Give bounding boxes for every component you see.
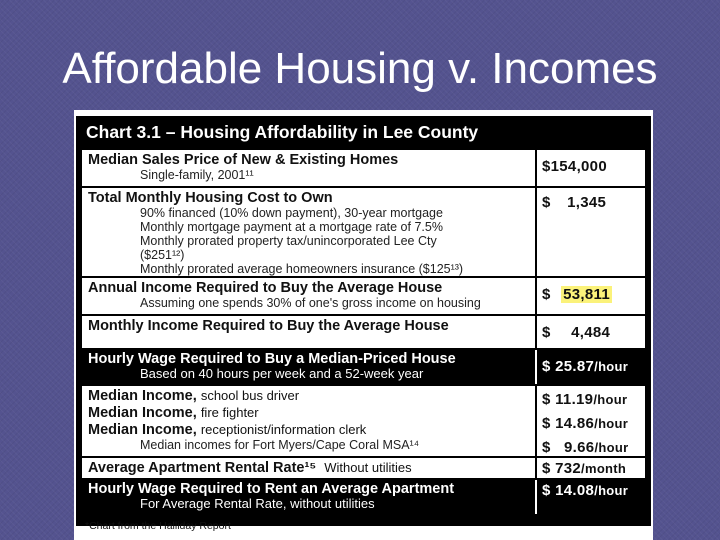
row-detail-line: Monthly prorated property tax/unincorporated Lee Cty bbox=[140, 234, 437, 248]
row-value: $ 11.19/hour bbox=[542, 391, 628, 408]
occupation-label: fire fighter bbox=[200, 405, 259, 420]
row-monthly-income bbox=[82, 316, 645, 348]
row-median-incomes bbox=[82, 386, 645, 456]
row-detail-line: Monthly prorated average homeowners insurance ($125¹³) bbox=[140, 262, 464, 276]
row-subtext: Based on 40 hours per week and a 52-week year bbox=[140, 366, 424, 381]
row-subtext: Single-family, 2001¹¹ bbox=[140, 168, 254, 182]
value-unit: /hour bbox=[594, 359, 629, 374]
row-heading: Annual Income Required to Buy the Average House bbox=[88, 280, 443, 296]
occupation-label: school bus driver bbox=[200, 388, 300, 403]
row-heading: Hourly Wage Required to Buy a Median-Priced House bbox=[88, 351, 456, 367]
highlighted-value: 53,811 bbox=[563, 286, 610, 303]
slide-title: Affordable Housing v. Incomes bbox=[62, 44, 658, 93]
chart-image bbox=[74, 110, 653, 540]
row-value bbox=[542, 358, 645, 375]
row-value: $ 732/month bbox=[542, 460, 627, 477]
row-rental-rate bbox=[82, 458, 645, 478]
value-amount: 4,484 bbox=[571, 324, 611, 341]
row-value: $ 14.08/hour bbox=[542, 482, 629, 499]
row-value bbox=[542, 194, 645, 211]
occupation-label: receptionist/information clerk bbox=[200, 422, 367, 437]
row-median-sales-price bbox=[82, 150, 645, 186]
currency-symbol: $ bbox=[542, 286, 551, 303]
row-subtext: For Average Rental Rate, without utilities bbox=[140, 496, 375, 511]
row-detail-line: ($251¹²) bbox=[140, 248, 185, 262]
table-title: Chart 3.1 – Housing Affordability in Lee County bbox=[86, 122, 479, 142]
row-heading: Monthly Income Required to Buy the Average House bbox=[88, 318, 449, 334]
row-heading: Hourly Wage Required to Rent an Average Apartment bbox=[88, 481, 455, 497]
row-heading: Average Apartment Rental Rate¹⁵ Without utilities bbox=[88, 460, 412, 476]
row-source-note: Median incomes for Fort Myers/Cape Coral MSA¹⁴ bbox=[140, 438, 420, 452]
footnote: *Chart from the Halliday Report bbox=[85, 520, 231, 532]
row-value bbox=[542, 286, 645, 303]
row-value bbox=[542, 324, 645, 341]
affordability-table bbox=[76, 116, 651, 526]
value-amount: $ 25.87 bbox=[542, 358, 595, 375]
currency-symbol: $ bbox=[542, 324, 551, 341]
median-income-line: Median Income, school bus driver bbox=[88, 388, 300, 404]
row-heading: Total Monthly Housing Cost to Own bbox=[88, 190, 333, 206]
row-value: $ 9.66/hour bbox=[542, 439, 629, 456]
value-amount: 1,345 bbox=[567, 194, 607, 211]
row-note: Without utilities bbox=[324, 460, 412, 475]
row-annual-income bbox=[82, 278, 645, 314]
row-detail-line: Monthly mortgage payment at a mortgage rate of 7.5% bbox=[140, 220, 443, 234]
row-detail-line: 90% financed (10% down payment), 30-year mortgage bbox=[140, 206, 443, 220]
median-income-line: Median Income, fire fighter bbox=[88, 405, 259, 421]
row-value: $154,000 bbox=[542, 158, 607, 175]
row-value: $ 14.86/hour bbox=[542, 415, 629, 432]
median-income-line: Median Income, receptionist/information clerk bbox=[88, 422, 367, 438]
row-hourly-wage-house bbox=[82, 350, 645, 384]
row-heading: Median Sales Price of New & Existing Homes bbox=[88, 152, 399, 168]
row-monthly-housing-cost bbox=[82, 188, 645, 276]
row-hourly-wage-rent bbox=[82, 480, 645, 514]
currency-symbol: $ bbox=[542, 194, 551, 211]
row-subtext: Assuming one spends 30% of one's gross income on housing bbox=[140, 296, 481, 310]
